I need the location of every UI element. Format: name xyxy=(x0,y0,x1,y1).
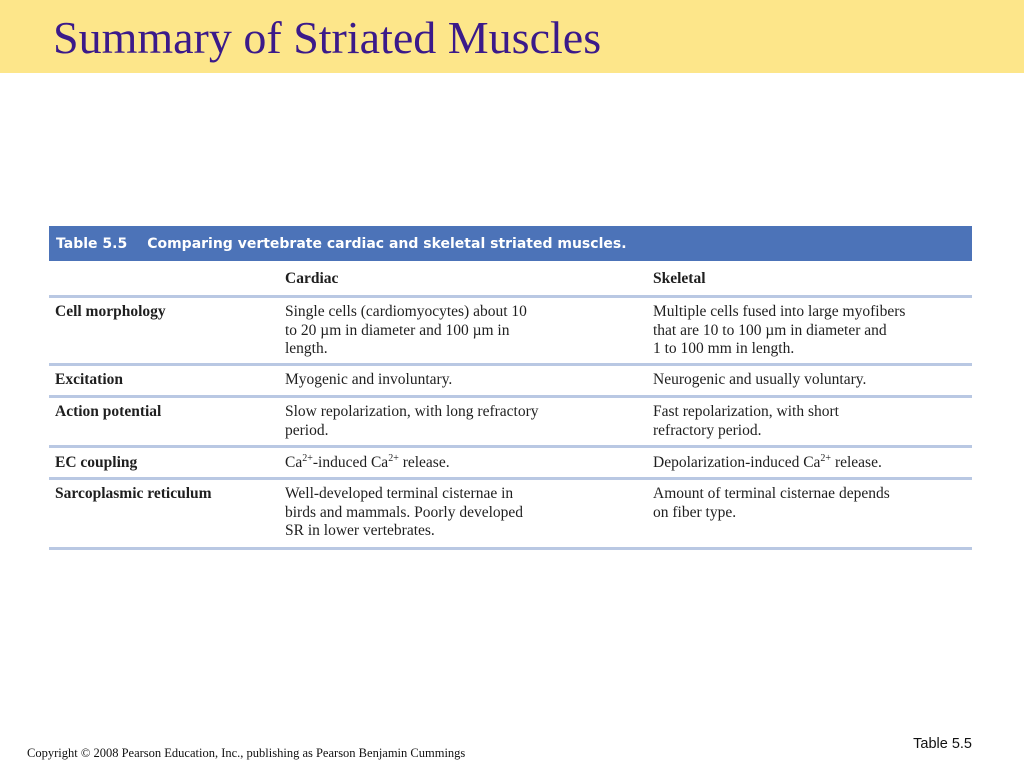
title-band xyxy=(0,0,1024,73)
table-row xyxy=(49,398,972,448)
cell-line: refractory period. xyxy=(653,421,762,439)
cell-text: release. xyxy=(831,454,882,471)
table-grid xyxy=(49,261,972,550)
superscript: 2+ xyxy=(302,453,313,464)
skeletal-cell xyxy=(653,403,968,440)
superscript: 2+ xyxy=(820,453,832,464)
column-header-skeletal: Skeletal xyxy=(653,270,706,287)
cell-line: 1 to 100 mm in length. xyxy=(653,340,795,357)
footer-table-label: Table 5.5 xyxy=(913,736,972,752)
row-label: EC coupling xyxy=(55,454,138,471)
column-header-cardiac: Cardiac xyxy=(285,270,339,287)
row-label: Action potential xyxy=(55,403,162,420)
cell-line: Neurogenic and usually voluntary. xyxy=(653,371,867,388)
row-label: Sarcoplasmic reticulum xyxy=(55,485,212,502)
cell-line: birds and mammals. Poorly developed xyxy=(285,503,524,521)
cell-line: that are 10 to 100 µm in diameter and xyxy=(653,321,887,339)
table-caption xyxy=(49,226,972,261)
cell-text: Ca xyxy=(285,454,303,471)
skeletal-cell xyxy=(653,485,968,522)
skeletal-cell xyxy=(653,303,968,359)
cell-text: release. xyxy=(398,454,450,471)
cardiac-cell xyxy=(285,403,605,440)
comparison-table xyxy=(49,226,972,550)
slide-title: Summary of Striated Muscles xyxy=(53,12,602,63)
cardiac-cell xyxy=(285,303,605,359)
row-label: Cell morphology xyxy=(55,303,166,320)
cardiac-cell xyxy=(285,485,605,541)
cell-line: Single cells (cardiomyocytes) about 10 xyxy=(285,303,527,320)
cell-text: Depolarization-induced Ca xyxy=(653,454,821,471)
cardiac-cell xyxy=(285,454,605,473)
cell-line: Multiple cells fused into large myofibers xyxy=(653,303,906,320)
cell-line: length. xyxy=(285,340,328,357)
cell-line: Well-developed terminal cisternae in xyxy=(285,485,514,502)
row-label: Excitation xyxy=(55,371,124,388)
cell-line: on fiber type. xyxy=(653,503,737,521)
skeletal-cell xyxy=(653,454,968,473)
table-row xyxy=(49,298,972,366)
table-header-row xyxy=(49,261,972,298)
cell-text: -induced Ca xyxy=(312,454,389,471)
table-number: Table 5.5 xyxy=(56,235,128,252)
cell-line: to 20 µm in diameter and 100 µm in xyxy=(285,321,510,339)
cell-line: SR in lower vertebrates. xyxy=(285,522,435,539)
cardiac-cell xyxy=(285,371,605,390)
cell-line: period. xyxy=(285,421,329,439)
cell-line: Fast repolarization, with short xyxy=(653,403,839,420)
skeletal-cell xyxy=(653,371,968,390)
table-row xyxy=(49,448,972,480)
table-row xyxy=(49,480,972,550)
table-caption-text: Comparing vertebrate cardiac and skeletal striated muscles. xyxy=(147,235,627,252)
cell-line: Myogenic and involuntary. xyxy=(285,371,453,388)
footer-copyright: Copyright © 2008 Pearson Education, Inc., publishing as Pearson Benjamin Cummings xyxy=(27,746,466,760)
table-row xyxy=(49,366,972,398)
superscript: 2+ xyxy=(388,453,399,464)
cell-line: Slow repolarization, with long refractory xyxy=(285,403,539,420)
cell-line: Amount of terminal cisternae depends xyxy=(653,485,890,502)
